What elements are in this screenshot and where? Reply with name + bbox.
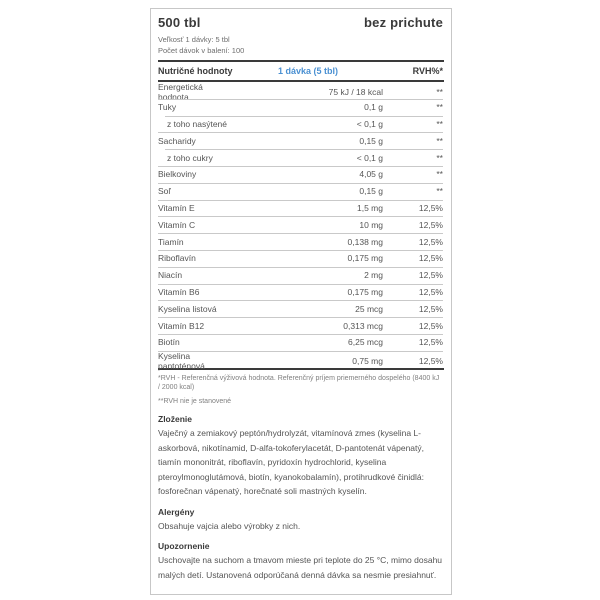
nutrient-value: 0,1 g [364,102,383,113]
nutrient-name: Vitamín B12 [158,320,205,331]
nutrient-value: 0,175 mg [347,286,383,297]
nutrient-name: Sacharidy [158,135,196,146]
nutrient-rvh: ** [436,169,443,180]
nutrient-rvh: 12,5% [418,286,443,297]
footnote-rvh: *RVH - Referenčná výživová hodnota. Referenčný príjem priemerného dospelého (8400 kJ / 2000 kcal) [158,374,440,392]
nutrient-rvh: ** [436,118,443,129]
section-allergens [158,507,443,534]
section-title-warning: Upozornenie [158,541,210,552]
serving-size: Veľkosť 1 dávky: 5 tbl [158,35,230,44]
table-header [151,62,451,80]
servings-per-pack: Počet dávok v balení: 100 [158,46,245,55]
table-row [158,183,443,200]
nutrient-rvh: ** [436,186,443,197]
flavor-label: bez prichute [364,15,443,30]
section-text-warning: Uschovajte na suchom a tmavom mieste pri teplote do 25 °C, mimo dosahu malých detí. Ustanovená odporúčaná denná dávka sa nesmie presiahnuť. [158,555,443,580]
section-warning [158,541,443,582]
nutrient-rvh: ** [436,87,443,97]
nutrient-name: Energetická hodnota [158,82,203,102]
nutrient-rvh: 12,5% [418,202,443,213]
nutrient-name: Tuky [158,102,177,113]
nutrient-name: Vitamín E [158,202,195,213]
section-ingredients [158,414,443,499]
nutrient-name: Riboflavín [158,253,196,264]
nutrient-value: < 0,1 g [356,118,383,129]
nutrient-value: 4,05 g [359,169,383,180]
title-row [158,15,443,30]
table-row [158,99,443,116]
nutrient-value: 75 kJ / 18 kcal [328,87,383,97]
nutrient-value: 0,175 mg [347,253,383,264]
table-row [158,132,443,149]
table-row [158,200,443,217]
nutrient-value: 0,75 mg [352,355,383,366]
nutrient-rvh: 12,5% [418,253,443,264]
nutrition-rows [151,82,451,371]
nutrient-rvh: ** [436,152,443,163]
table-row [158,250,443,267]
label-header [151,9,451,56]
footnote-rvh-none: **RVH nie je stanovené [158,397,232,405]
table-row [158,334,443,351]
nutrient-value: 0,313 mcg [343,320,383,331]
nutrient-name: Kyselina pantoténová [158,350,205,371]
nutrient-name: Bielkoviny [158,169,197,180]
table-row [158,317,443,334]
nutrient-rvh: 12,5% [418,236,443,247]
table-row [158,216,443,233]
table-row [158,233,443,250]
table-row [158,284,443,301]
nutrient-rvh: 12,5% [418,303,443,314]
nutrient-value: 10 mg [359,219,383,230]
nutrient-name: Kyselina listová [158,303,217,314]
nutrient-rvh: ** [436,102,443,113]
nutrient-rvh: 12,5% [418,270,443,281]
nutrient-name: Vitamín C [158,219,196,230]
nutrient-name: Vitamín B6 [158,286,200,297]
nutrient-rvh: 12,5% [418,320,443,331]
column-header-name: Nutričné hodnoty [158,66,233,76]
nutrient-value: 2 mg [364,270,383,281]
section-text-allergens: Obsahuje vajcia alebo výrobky z nich. [158,520,301,531]
table-row [158,166,443,183]
table-row [158,116,443,133]
nutrient-name: Tiamín [158,236,184,247]
nutrient-rvh: ** [436,135,443,146]
nutrient-value: 0,138 mg [347,236,383,247]
product-size: 500 tbl [158,15,201,30]
table-row [158,300,443,317]
nutrient-value: 0,15 g [359,186,383,197]
table-row [158,350,443,371]
section-title-ingredients: Zloženie [158,414,193,425]
footnotes [151,370,451,407]
section-title-allergens: Alergény [158,506,195,517]
table-row [158,267,443,284]
nutrient-rvh: 12,5% [418,355,443,366]
nutrition-label [150,8,452,595]
nutrient-name: Soľ [158,186,171,197]
nutrient-name: z toho cukry [167,152,213,163]
table-row [158,149,443,166]
nutrient-value: < 0,1 g [356,152,383,163]
table-row [158,82,443,102]
nutrient-value: 25 mcg [355,303,383,314]
nutrient-name: Biotín [158,337,180,348]
nutrient-rvh: 12,5% [418,337,443,348]
nutrient-value: 0,15 g [359,135,383,146]
nutrient-value: 1,5 mg [357,202,383,213]
serving-info [158,34,443,56]
column-header-rvh: RVH%* [412,66,443,76]
nutrient-value: 6,25 mcg [348,337,383,348]
column-header-serving: 1 dávka (5 tbl) [277,66,339,76]
section-text-ingredients: Vaječný a zemiakový peptón/hydrolyzát, vitamínová zmes (kyselina L-askorbová, nikotínamid, D-alfa-tokoferylacetát, D-pantotenát vápenatý, tiamín mononitrát, riboflavín, pyridoxín hydrochlorid, kyselina pteroylmonoglutámová, biotín, kyanokobalamín), protihrudkové činidlá: fosforečnan vápenatý, horečnaté soli mastných kyselín. [158,428,425,497]
nutrient-name: z toho nasýtené [167,118,228,129]
nutrient-name: Niacín [158,270,183,281]
text-sections [151,414,451,582]
nutrient-rvh: 12,5% [418,219,443,230]
